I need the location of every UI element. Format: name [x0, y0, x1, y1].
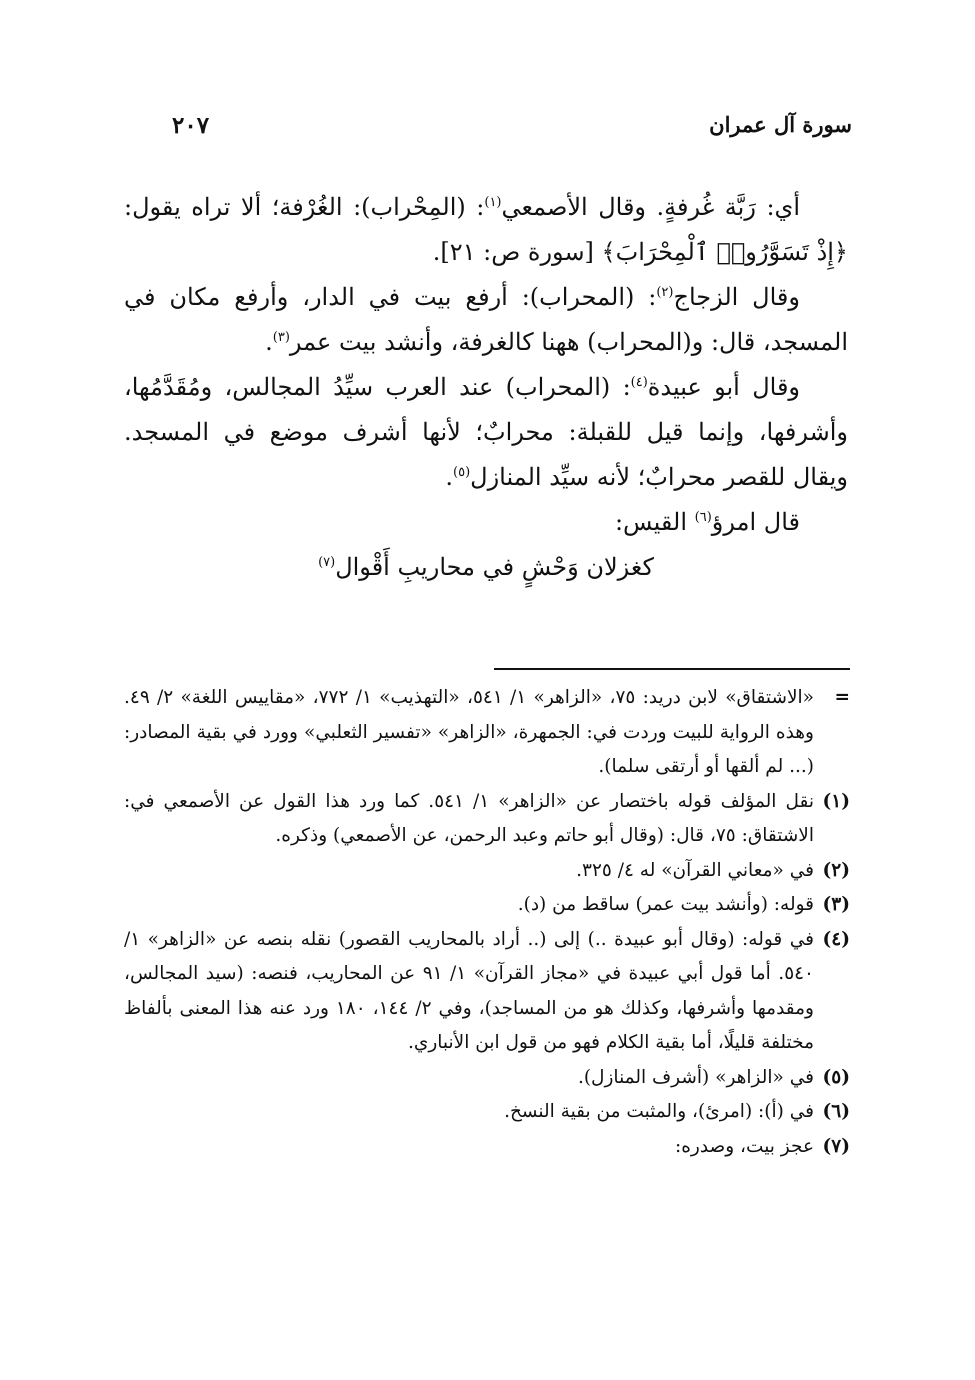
footnote-7 — [124, 1130, 850, 1165]
footnote-marker: (١) — [822, 790, 850, 812]
paragraph-abu-ubaida — [124, 365, 848, 500]
footnote-ref[interactable]: (٤) — [630, 375, 648, 390]
poem-verse — [124, 545, 848, 590]
footnote-2 — [124, 854, 850, 889]
footnote-text: في «معاني القرآن» له ٤/ ٣٢٥. — [576, 859, 814, 881]
footnote-ref[interactable]: (١) — [484, 195, 502, 210]
paragraph-asmai — [124, 185, 848, 275]
footnote-ref[interactable]: (٢) — [656, 285, 674, 300]
footnote-marker: (٦) — [822, 1101, 850, 1122]
footnote-5 — [124, 1061, 850, 1096]
footnote-marker: (٧) — [822, 1135, 850, 1157]
text-run: : (المِحْراب): الغُرْفة؛ ألا تراه يقول: ﴿إِذْ تَسَوَّرُوا۟ ٱلْمِحْرَابَ﴾ [سورة ص: ٢١]. — [124, 193, 848, 266]
footnote-ref[interactable]: (٥) — [453, 465, 471, 480]
footnote-text: في (أ): (امرئ)، والمثبت من بقية النسخ. — [504, 1101, 814, 1122]
footnote-marker: (٢) — [822, 859, 850, 881]
footnote-text: في «الزاهر» (أشرف المنازل). — [577, 1066, 814, 1088]
footnote-text: «الاشتقاق» لابن دريد: ٧٥، «الزاهر» ١/ ٥٤١، «التهذيب» ١/ ٧٧٢، «مقاييس اللغة» ٢/ ٤٩. وهذه الرواية للبيت وردت في: الجمهرة، «الزاهر» «تفسير الثعلبي» وورد في بقية المصادر: (... لم ألقها أو أرتقى سلما). — [124, 687, 814, 777]
paragraph-zajjaj — [124, 275, 848, 365]
footnote-ref[interactable]: (٦) — [694, 510, 712, 525]
page-number: ٢٠٧ — [172, 112, 210, 139]
text-run: كغزلان وَحْشٍ في محاريبِ أَقْوال — [335, 553, 654, 581]
footnotes — [124, 681, 850, 1164]
text-run: القيس: — [614, 508, 695, 536]
footnote-marker: (٤) — [822, 928, 850, 950]
paragraph-imru-al-qais — [124, 500, 848, 545]
footnote-6 — [124, 1095, 850, 1130]
footnote-marker: = — [834, 687, 850, 708]
footnote-1 — [124, 785, 850, 854]
text-run: قال امرؤ — [711, 508, 800, 536]
page-header — [172, 112, 852, 152]
footnote-separator — [494, 668, 850, 670]
footnote-text: عجز بيت، وصدره: — [674, 1135, 814, 1157]
footnote-text: قوله: (وأنشد بيت عمر) ساقط من (د). — [517, 894, 814, 915]
footnote-ref[interactable]: (٣) — [272, 330, 290, 345]
footnote-marker: (٣) — [822, 894, 850, 915]
text-run: وقال الزجاج — [673, 283, 800, 311]
text-run: : (المحراب) عند العرب سيِّدُ المجالس، ومُقَدَّمُها، وأشرفها، وإنما قيل للقبلة: محرابٌ؛ لأنها أشرف موضع في المسجد. ويقال للقصر محرابٌ؛ لأنه سيِّد المنازل — [124, 373, 848, 491]
footnote-text: نقل المؤلف قوله باختصار عن «الزاهر» ١/ ٥٤١. كما ورد هذا القول عن الأصمعي في: الاشتقاق: ٧٥، قال: (وقال أبو حاتم وعبد الرحمن، عن الأصمعي) وذكره. — [124, 790, 814, 846]
footnote-text: في قوله: (وقال أبو عبيدة ..) إلى (.. أراد بالمحاريب القصور) نقله بنصه عن «الزاهر» ١/ ٥٤٠. أما قول أبي عبيدة في «مجاز القرآن» ١/ ٩١ عن المحاريب، فنصه: (سيد المجالس، ومقدمها وأشرفها، وكذلك هو من المساجد)، وفي ٢/ ١٤٤، ١٨٠ ورد عنه هذا المعنى بألفاظ مختلفة قليلًا، أما بقية الكلام فهو من قول ابن الأنباري. — [124, 928, 814, 1053]
footnote-3 — [124, 888, 850, 923]
text-run: : (المحراب): أرفع بيت في الدار، وأرفع مكان في المسجد، قال: و(المحراب) ههنا كالغرفة، وأنشد بيت عمر — [124, 283, 848, 356]
main-text — [124, 185, 848, 590]
text-run: وقال أبو عبيدة — [647, 373, 800, 401]
footnote-ref[interactable]: (٧) — [318, 555, 336, 570]
text-run: . — [445, 463, 453, 491]
text-run: . — [265, 328, 273, 356]
footnote-4 — [124, 923, 850, 1061]
footnote-continuation — [124, 681, 850, 785]
footnote-marker: (٥) — [822, 1066, 850, 1088]
text-run: أي: رَبَّة غُرفةٍ. وقال الأصمعي — [501, 193, 800, 221]
surah-title: سورة آل عمران — [709, 112, 852, 137]
